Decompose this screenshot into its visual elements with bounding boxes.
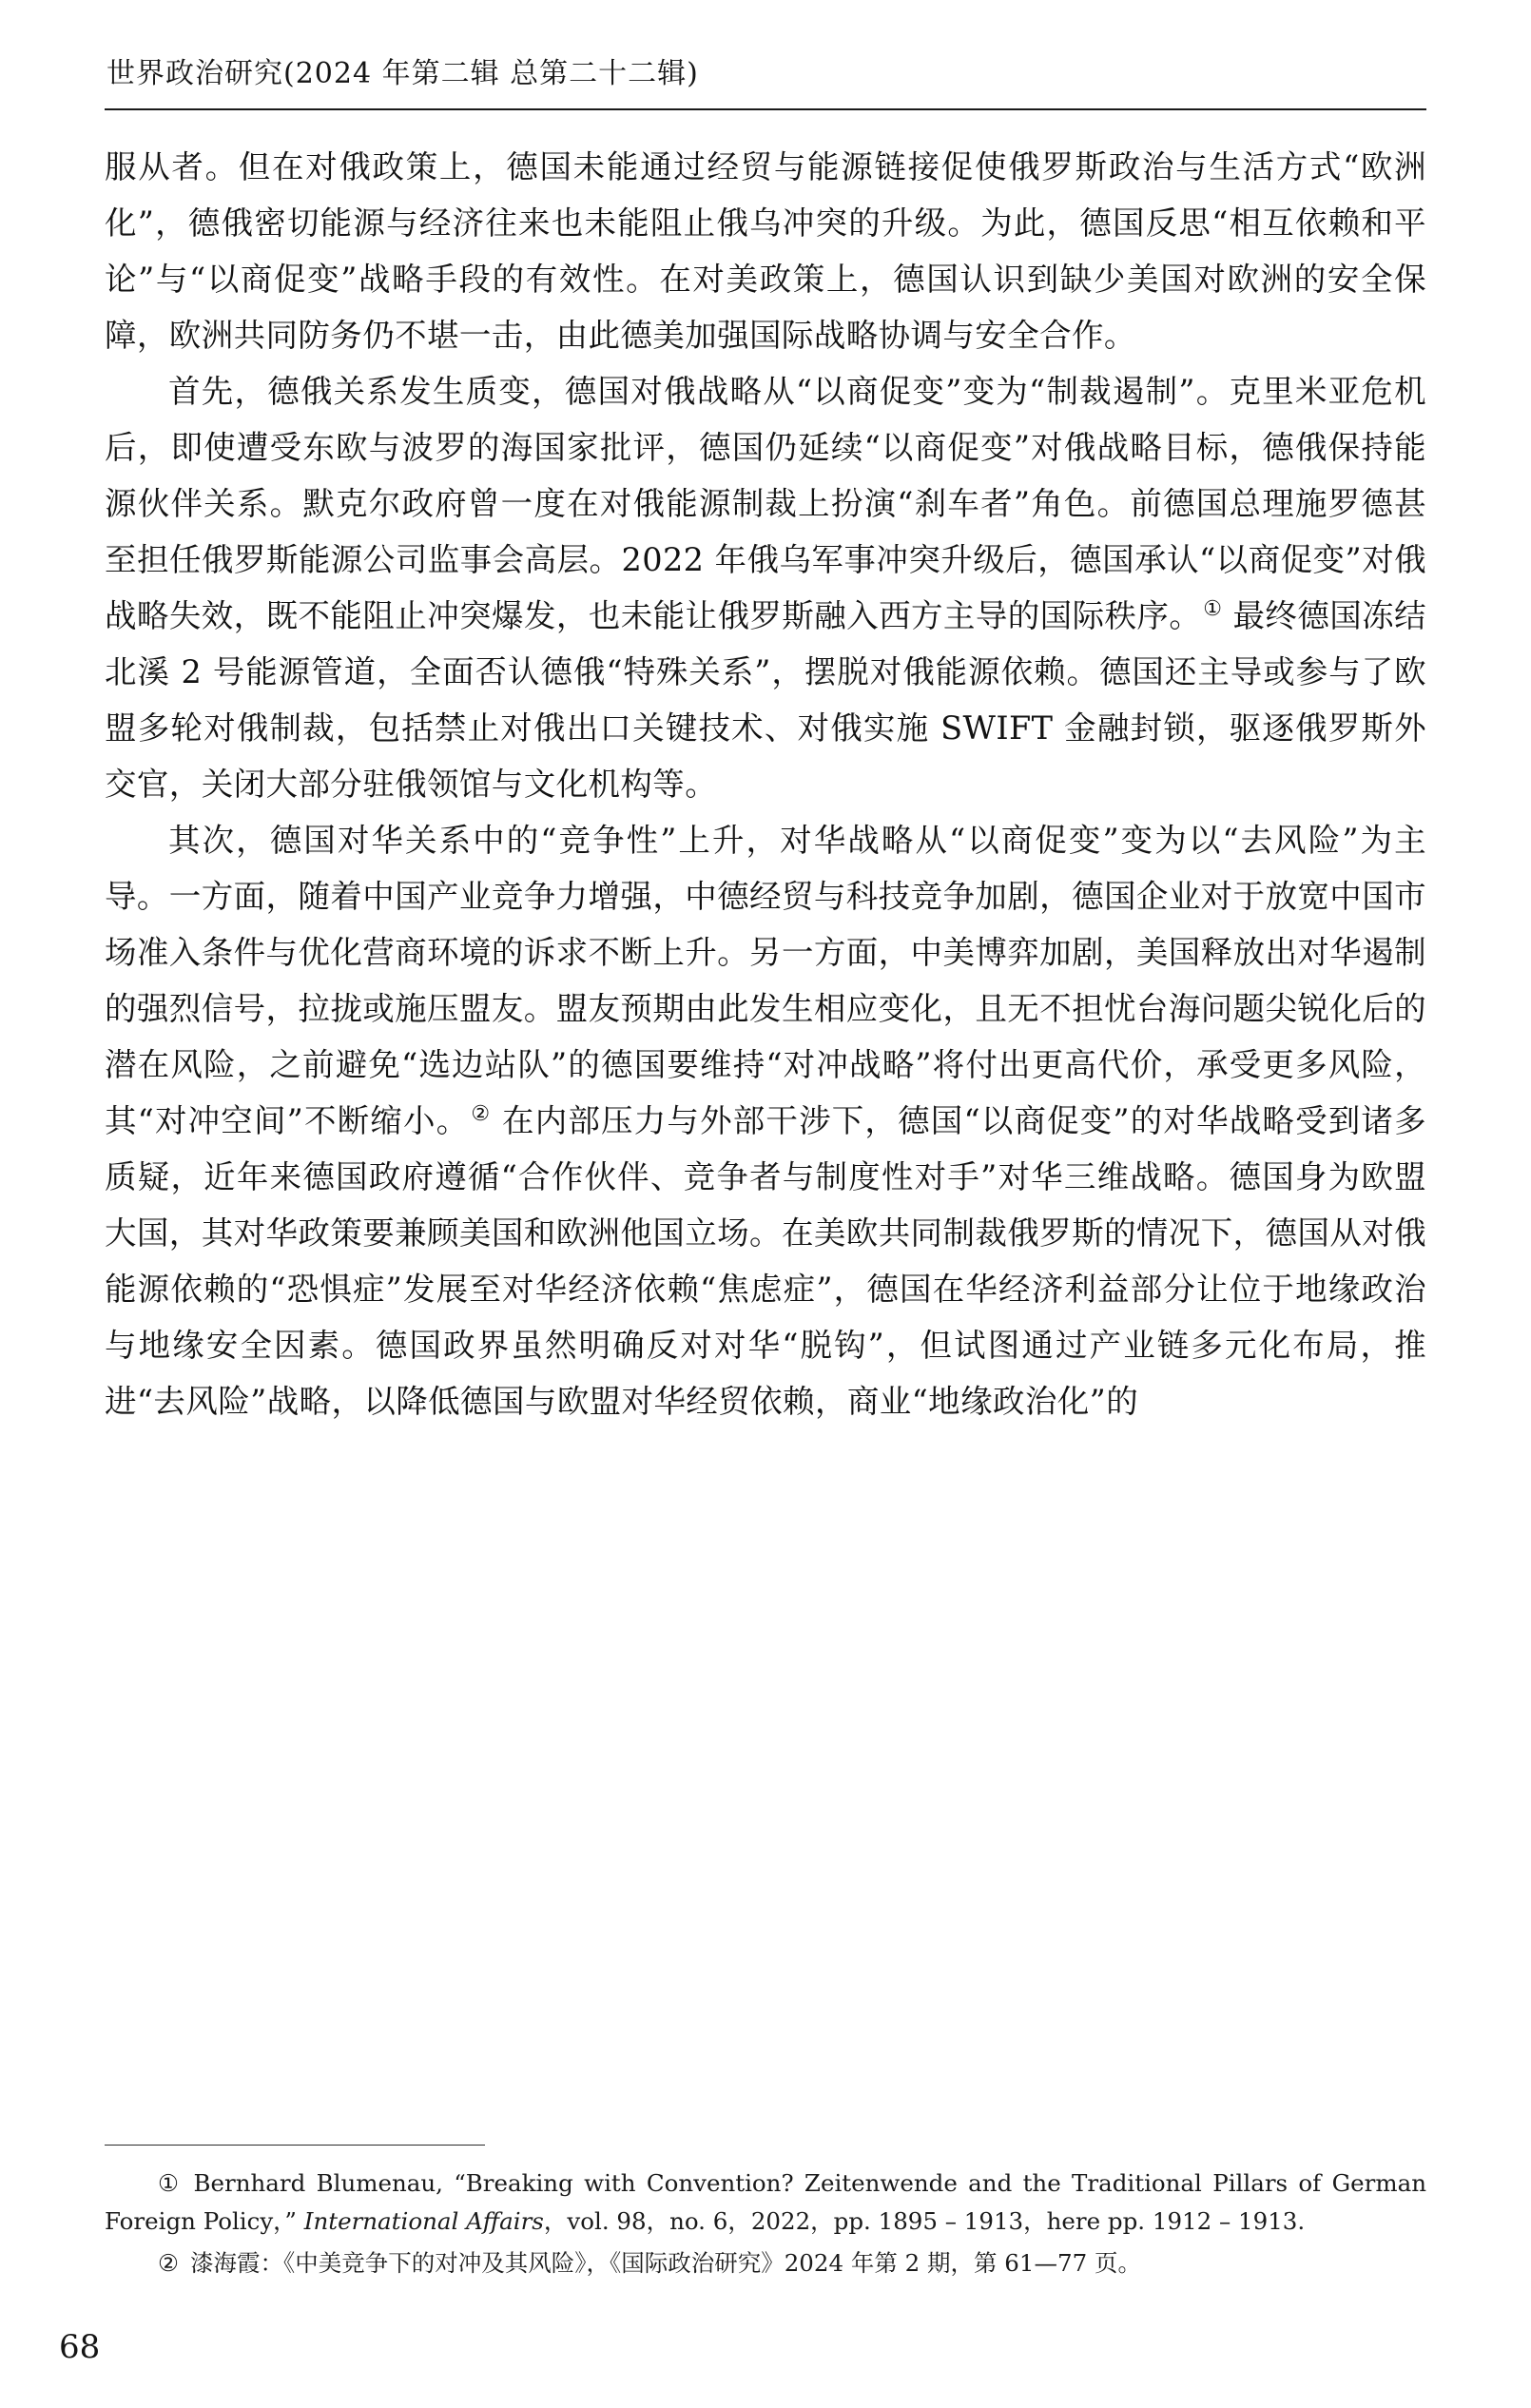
paragraph-2-continued: 最终德国冻结北溪 2 号能源管道，全面否认德俄“特殊关系”，摆脱对俄能源依赖。德国还主导或参与了欧盟多轮对俄制裁，包括禁止对俄出口关键技术、对俄实施 SWIFT 金融封锁，驱逐俄罗斯外交官，关闭大部分驻俄领馆与文化机构等。 xyxy=(105,597,1426,803)
header-divider xyxy=(105,108,1426,110)
footnote-2 xyxy=(105,2244,1426,2282)
footnote-ref-1[interactable]: ① xyxy=(1203,596,1223,621)
page-body xyxy=(105,139,1426,1429)
paragraph-1: 服从者。但在对俄政策上，德国未能通过经贸与能源链接促使俄罗斯政治与生活方式“欧洲化”，德俄密切能源与经济往来也未能阻止俄乌冲突的升级。为此，德国反思“相互依赖和平论”与“以商促变”战略手段的有效性。在对美政策上，德国认识到缺少美国对欧洲的安全保障，欧洲共同防务仍不堪一击，由此德美加强国际战略协调与安全合作。 xyxy=(105,148,1426,354)
paragraph-3-continued: 在内部压力与外部干涉下，德国“以商促变”的对华战略受到诸多质疑，近年来德国政府遵循“合作伙伴、竞争者与制度性对手”对华三维战略。德国身为欧盟大国，其对华政策要兼顾美国和欧洲他国立场。在美欧共同制裁俄罗斯的情况下，德国从对俄能源依赖的“恐惧症”发展至对华经济依赖“焦虑症”，德国在华经济利益部分让位于地缘政治与地缘安全因素。德国政界虽然明确反对对华“脱钩”，但试图通过产业链多元化布局，推进“去风险”战略，以降低德国与欧盟对华经贸依赖，商业“地缘政治化”的 xyxy=(105,1102,1426,1420)
footnote-2-text: 漆海霞：《中美竞争下的对冲及其风险》，《国际政治研究》2024 年第 2 期，第 61—77 页。 xyxy=(189,2249,1141,2277)
footnote-1-text-b: ，vol. 98，no. 6，2022，pp. 1895 – 1913，here pp. 1912 – 1913. xyxy=(543,2207,1306,2235)
footnote-divider xyxy=(105,2145,485,2146)
paragraph-3-text: 其次，德国对华关系中的“竞争性”上升，对华战略从“以商促变”变为以“去风险”为主导。一方面，随着中国产业竞争力增强，中德经贸与科技竞争加剧，德国企业对于放宽中国市场准入条件与优化营商环境的诉求不断上升。另一方面，中美博弈加剧，美国释放出对华遏制的强烈信号，拉拢或施压盟友。盟友预期由此发生相应变化，且无不担忧台海问题尖锐化后的潜在风险，之前避免“选边站队”的德国要维持“对冲战略”将付出更高代价，承受更多风险，其“对冲空间”不断缩小。 xyxy=(105,822,1426,1139)
paragraph-3 xyxy=(105,812,1426,1429)
footnote-ref-2[interactable]: ② xyxy=(471,1101,492,1126)
footnote-2-marker: ② xyxy=(158,2249,179,2277)
paragraph-2 xyxy=(105,363,1426,812)
paragraph-2-text: 首先，德俄关系发生质变，德国对俄战略从“以商促变”变为“制裁遏制”。克里米亚危机后，即使遭受东欧与波罗的海国家批评，德国仍延续“以商促变”对俄战略目标，德俄保持能源伙伴关系。默克尔政府曾一度在对俄能源制裁上扮演“刹车者”角色。前德国总理施罗德甚至担任俄罗斯能源公司监事会高层。2022 年俄乌军事冲突升级后，德国承认“以商促变”对俄战略失效，既不能阻止冲突爆发，也未能让俄罗斯融入西方主导的国际秩序。 xyxy=(105,373,1426,634)
footnote-1-marker: ① xyxy=(158,2169,183,2197)
page-number: 68 xyxy=(59,2328,101,2366)
footnote-1 xyxy=(105,2165,1426,2241)
footnotes-section xyxy=(105,2145,1426,2286)
footnote-1-journal: International Affairs xyxy=(303,2207,544,2235)
footnote-1-text-a: Bernhard Blumenau, “Breaking with Convention? Zeitenwende and the Traditional Pillars of German Foreign Policy，” xyxy=(105,2169,1426,2235)
running-header: 世界政治研究(2024 年第二辑 总第二十二辑) xyxy=(107,57,699,90)
